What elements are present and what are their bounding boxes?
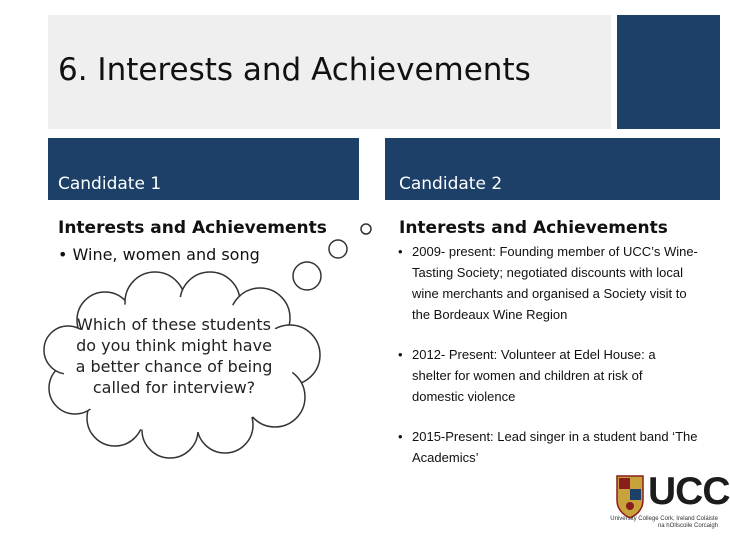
- bullet-marker: •: [398, 347, 403, 362]
- thought-dot-small: [361, 224, 371, 234]
- candidate-2-header-label: Candidate 2: [399, 174, 503, 194]
- thought-bubble-text: Which of these students do you think might have a better chance of being called for interview?: [75, 315, 273, 397]
- list-item-text: 2012- Present: Volunteer at Edel House: a shelter for women and children at risk of domestic violence: [412, 347, 656, 404]
- logo-wordmark: UCC: [648, 470, 730, 513]
- logo-subtitle: University College Cork, Ireland Coláiste na hOllscoile Corcaigh: [610, 516, 718, 529]
- candidate-1-bullet-text: Wine, women and song: [72, 245, 260, 264]
- thought-dot-medium: [329, 240, 347, 258]
- bullet-marker: •: [58, 245, 68, 264]
- candidate-1-subheader: Interests and Achievements: [58, 218, 327, 238]
- thought-dot-large: [293, 262, 321, 290]
- candidate-1-header-label: Candidate 1: [58, 174, 162, 194]
- candidate-2-subheader: Interests and Achievements: [399, 218, 668, 238]
- bullet-marker: •: [398, 244, 403, 259]
- bullet-marker: •: [398, 429, 403, 444]
- slide-title: 6. Interests and Achievements: [58, 52, 531, 88]
- list-item-text: 2009- present: Founding member of UCC’s Wine-Tasting Society; negotiated discounts with local wine merchants and organised a Society visit to the Bordeaux Wine Region: [412, 244, 698, 322]
- list-item-text: 2015-Present: Lead singer in a student band ‘The Academics’: [412, 429, 698, 465]
